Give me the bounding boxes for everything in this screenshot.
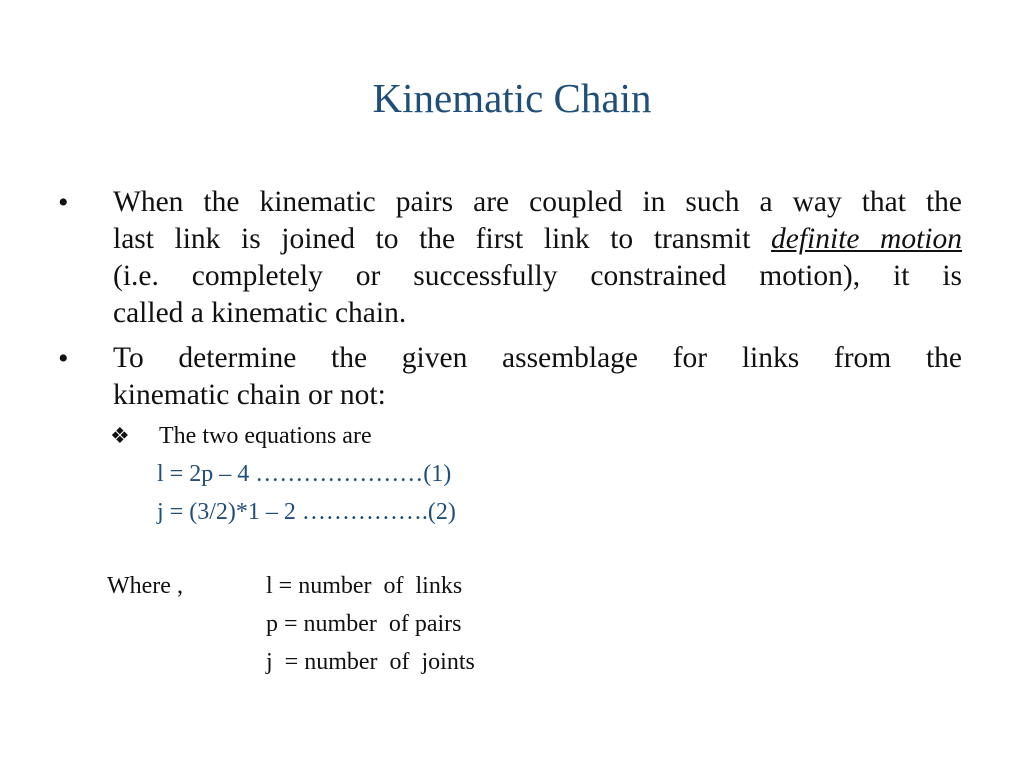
emphasis-definite-motion: definite motion <box>771 223 963 255</box>
bullet-marker: • <box>58 186 69 219</box>
where-label: Where , <box>107 573 183 599</box>
bullet-marker: • <box>58 342 69 375</box>
bullet1-line3: (i.e. completely or successfully constrained motion), it is <box>113 260 962 292</box>
bullet1-line2-text: last link is joined to the first link to transmit <box>113 223 772 255</box>
bullet-text-determine-assemblage <box>113 340 962 414</box>
bullet2-line1: To determine the given assemblage for links from the <box>113 342 962 374</box>
bullet1-line4: called a kinematic chain. <box>113 297 407 329</box>
slide-title: Kinematic Chain <box>372 75 652 121</box>
diamond-bullet-icon: ❖ <box>110 423 130 448</box>
bullet1-line2 <box>113 221 962 258</box>
sub-bullet-text: The two equations are <box>159 423 372 449</box>
definition-pairs: p = number of pairs <box>266 611 462 637</box>
bullet2-line2: kinematic chain or not: <box>113 379 386 411</box>
bullet-text-kinematic-chain-definition <box>113 184 962 332</box>
definition-links: l = number of links <box>266 573 463 599</box>
equation-1: l = 2p – 4 …………………(1) <box>157 461 452 487</box>
definition-joints: j = number of joints <box>266 649 475 675</box>
bullet1-line1: When the kinematic pairs are coupled in such a way that the <box>113 186 962 218</box>
equation-2: j = (3/2)*1 – 2 …………….(2) <box>157 499 456 525</box>
